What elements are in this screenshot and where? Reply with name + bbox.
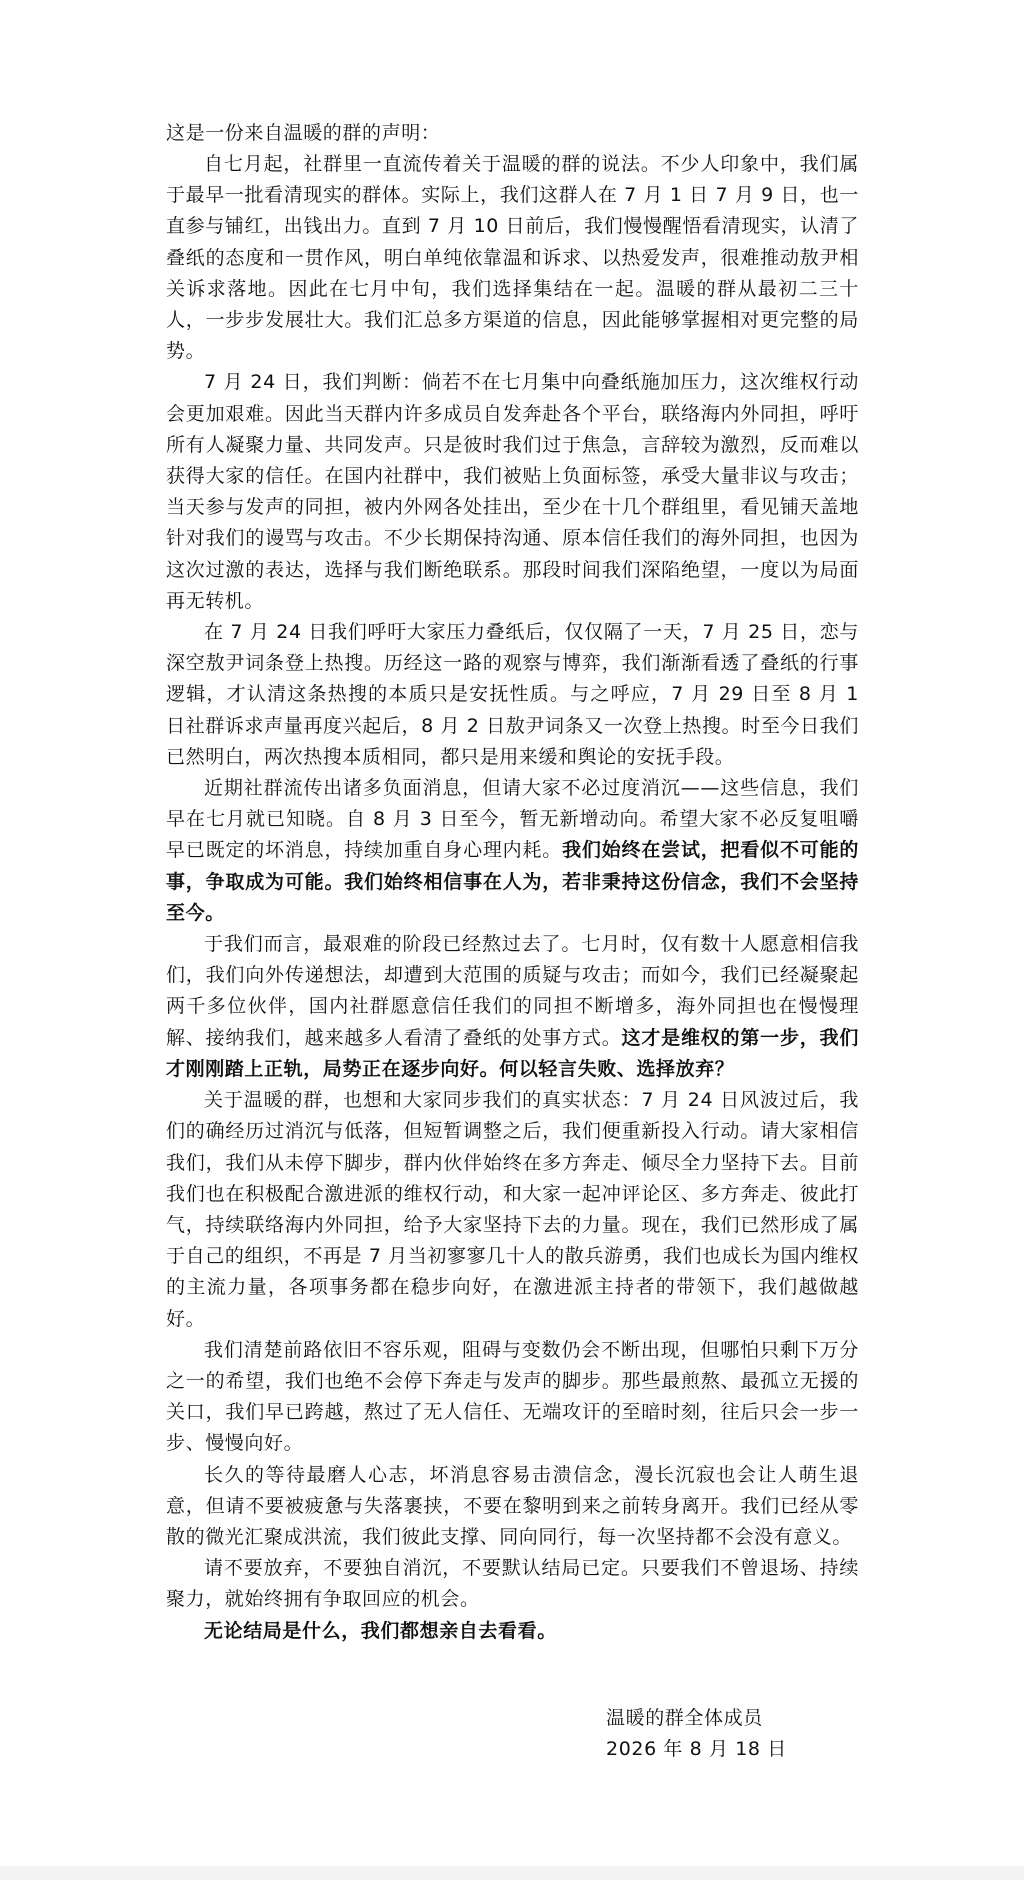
- paragraph-2: 7 月 24 日，我们判断：倘若不在七月集中向叠纸施加压力，这次维权行动会更加艰难。因此当天群内许多成员自发奔赴各个平台，联络海内外同担，呼吁所有人凝聚力量、共同发声。只是彼时我们过于焦急，言辞较为激烈，反而难以获得大家的信任。在国内社群中，我们被贴上负面标签，承受大量非议与攻击；当天参与发声的同担，被内外网各处挂出，至少在十几个群组里，看见铺天盖地针对我们的谩骂与攻击。不少长期保持沟通、原本信任我们的海外同担，也因为这次过激的表达，选择与我们断绝联系。那段时间我们深陷绝望，一度以为局面再无转机。: [166, 371, 859, 612]
- paragraph-3: 在 7 月 24 日我们呼吁大家压力叠纸后，仅仅隔了一天，7 月 25 日，恋与深空敖尹词条登上热搜。历经这一路的观察与博弈，我们渐渐看透了叠纸的行事逻辑，才认清这条热搜的本质只是安抚性质。与之呼应，7 月 29 日至 8 月 1 日社群诉求声量再度兴起后，8 月 2 日敖尹词条又一次登上热搜。时至今日我们已然明白，两次热搜本质相同，都只是用来缓和舆论的安抚手段。: [166, 621, 859, 768]
- paragraph-4: 近期社群流传出诸多负面消息，但请大家不必过度消沉——这些信息，我们早在七月就已知晓。自 8 月 3 日至今，暂无新增动向。希望大家不必反复咀嚼早已既定的坏消息，持续加重自身心理内耗。我们始终在尝试，把看似不可能的事，争取成为可能。我们始终相信事在人为，若非秉持这份信念，我们不会坚持至今。: [166, 777, 859, 924]
- paragraph-7: 我们清楚前路依旧不容乐观，阻碍与变数仍会不断出现，但哪怕只剩下万分之一的希望，我们也绝不会停下奔走与发声的脚步。那些最煎熬、最孤立无援的关口，我们早已跨越，熬过了无人信任、无端攻讦的至暗时刻，往后只会一步一步、慢慢向好。: [166, 1338, 859, 1455]
- paragraph-9: 请不要放弃，不要独自消沉，不要默认结局已定。只要我们不曾退场、持续聚力，就始终拥有争取回应的机会。: [166, 1557, 859, 1611]
- paragraph-6: 关于温暖的群，也想和大家同步我们的真实状态：7 月 24 日风波过后，我们的确经历过消沉与低落，但短暂调整之后，我们便重新投入行动。请大家相信我们，我们从未停下脚步，群内伙伴始终在多方奔走、倾尽全力坚持下去。目前我们也在积极配合激进派的维权行动，和大家一起冲评论区、多方奔走、彼此打气，持续联络海内外同担，给予大家坚持下去的力量。现在，我们已然形成了属于自己的组织，不再是 7 月当初寥寥几十人的散兵游勇，我们也成长为国内维权的主流力量，各项事务都在稳步向好，在激进派主持者的带领下，我们越做越好。: [166, 1089, 859, 1330]
- statement-intro: 这是一份来自温暖的群的声明：: [166, 122, 441, 144]
- signature-block: [606, 1703, 787, 1765]
- closing-statement: 无论结局是什么，我们都想亲自去看看。: [204, 1619, 557, 1642]
- emphasis-text: 这才是维权的第一步，我们才刚刚踏上正轨，局势正在逐步向好。何以轻言失败、选择放弃？: [166, 1026, 859, 1080]
- statement-body: [166, 118, 859, 1647]
- paragraph-8: 长久的等待最磨人心志，坏消息容易击溃信念，漫长沉寂也会让人萌生退意，但请不要被疲惫与失落裹挟，不要在黎明到来之前转身离开。我们已经从零散的微光汇聚成洪流，我们彼此支撑、同向同行，每一次坚持都不会没有意义。: [166, 1463, 859, 1548]
- bottom-edge: [0, 1866, 1024, 1880]
- paragraph-1: 自七月起，社群里一直流传着关于温暖的群的说法。不少人印象中，我们属于最早一批看清现实的群体。实际上，我们这群人在 7 月 1 日 7 月 9 日，也一直参与铺红，出钱出力。直到 7 月 10 日前后，我们慢慢醒悟看清现实，认清了叠纸的态度和一贯作风，明白单纯依靠温和诉求、以热爱发声，很难推动敖尹相关诉求落地。因此在七月中旬，我们选择集结在一起。温暖的群从最初二三十人，一步步发展壮大。我们汇总多方渠道的信息，因此能够掌握相对更完整的局势。: [166, 153, 859, 363]
- paragraph-5: 于我们而言，最艰难的阶段已经熬过去了。七月时，仅有数十人愿意相信我们，我们向外传递想法，却遭到大范围的质疑与攻击；而如今，我们已经凝聚起两千多位伙伴，国内社群愿意信任我们的同担不断增多，海外同担也在慢慢理解、接纳我们，越来越多人看清了叠纸的处事方式。这才是维权的第一步，我们才刚刚踏上正轨，局势正在逐步向好。何以轻言失败、选择放弃？: [166, 933, 859, 1080]
- signature-date: 2026 年 8 月 18 日: [606, 1738, 787, 1760]
- emphasis-text: 我们始终在尝试，把看似不可能的事，争取成为可能。我们始终相信事在人为，若非秉持这份信念，我们不会坚持至今。: [166, 839, 859, 924]
- signature-org: 温暖的群全体成员: [606, 1707, 763, 1729]
